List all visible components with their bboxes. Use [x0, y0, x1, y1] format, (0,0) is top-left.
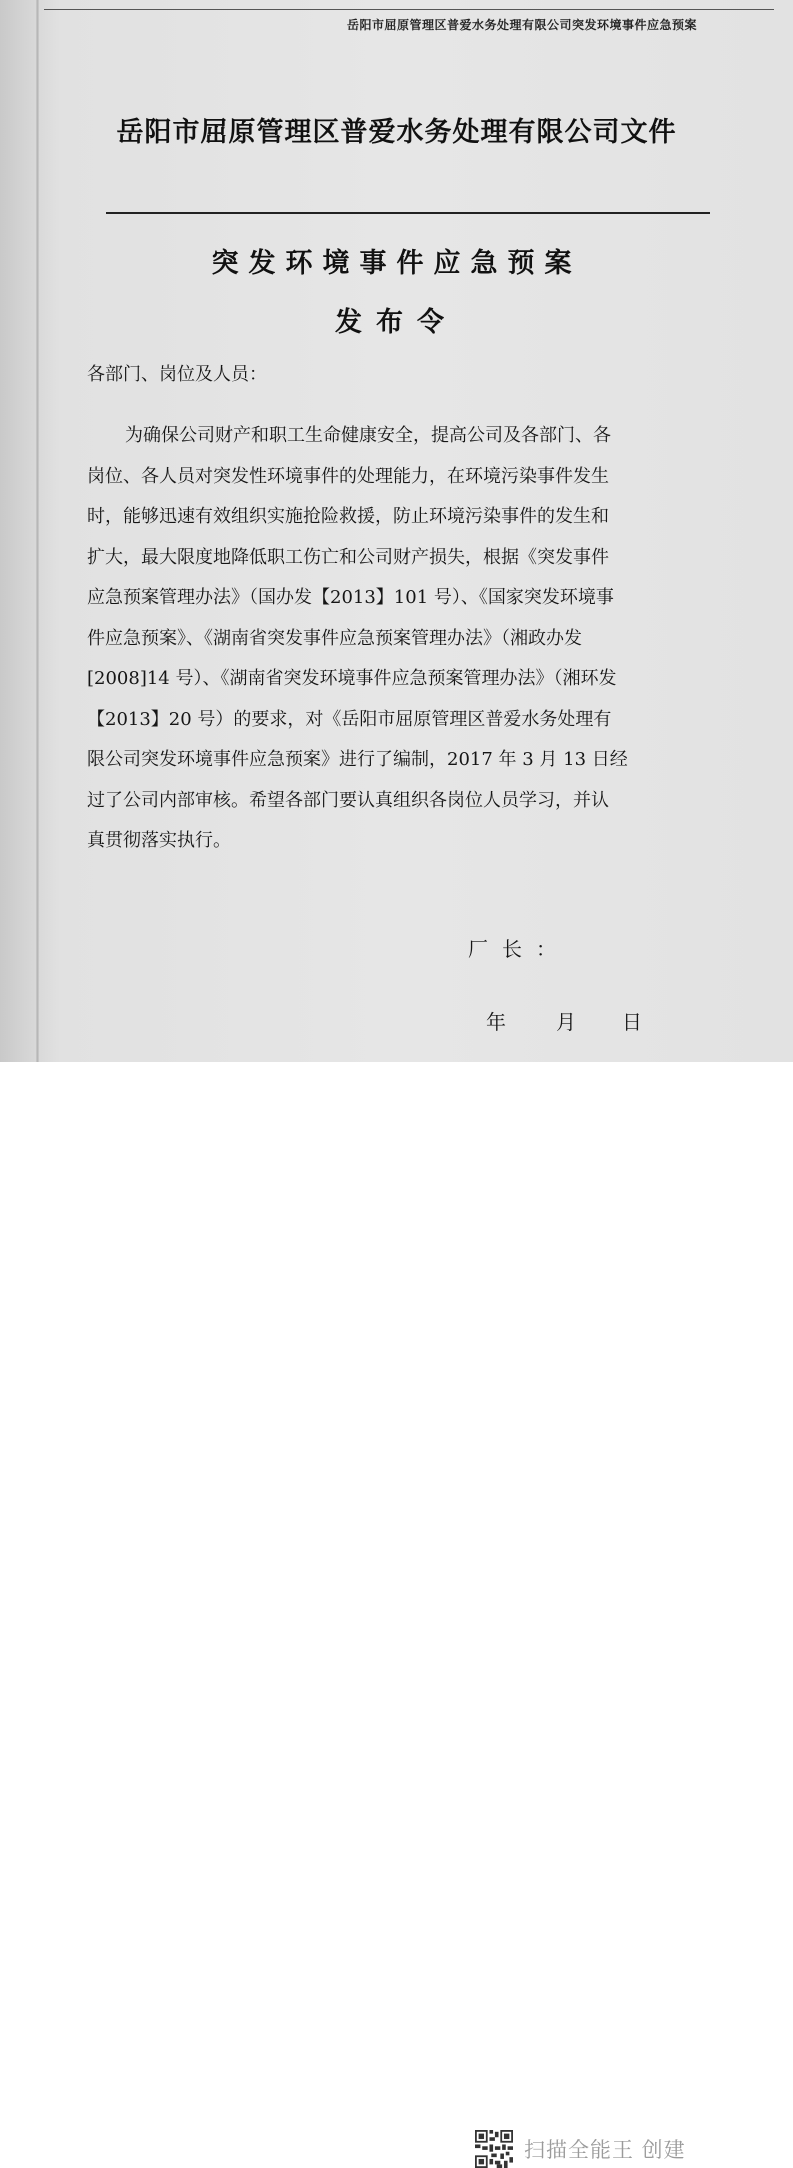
running-header: 岳阳市屈原管理区普爱水务处理有限公司突发环境事件应急预案: [346, 18, 697, 32]
body-line: 件应急预案》、《湖南省突发事件应急预案管理办法》（湘政办发: [87, 627, 582, 649]
signature-label: 厂长：: [468, 937, 570, 961]
body-line: 扩大，最大限度地降低职工伤亡和公司财产损失，根据《突发事件: [87, 546, 609, 568]
salutation: 各部门、岗位及人员：: [87, 364, 267, 385]
body-line: 应急预案管理办法》（国办发【2013】101 号）、《国家突发环境事: [87, 587, 614, 608]
body-line: 限公司突发环境事件应急预案》进行了编制，2017 年 3 月 13 日经: [87, 749, 628, 770]
header-rule: [106, 212, 710, 214]
date-year: 年: [486, 1010, 506, 1034]
body-line: 为确保公司财产和职工生命健康安全，提高公司及各部门、各: [125, 425, 611, 446]
body-line: 过了公司内部审核。希望各部门要认真组织各岗位人员学习，并认: [87, 789, 609, 811]
document-header: 岳阳市屈原管理区普爱水务处理有限公司文件: [116, 117, 677, 148]
document-title: 突发环境事件应急预案: [211, 248, 582, 279]
body-text: [87, 416, 707, 862]
date-day: 日: [622, 1010, 642, 1034]
qr-code-icon: [475, 2130, 513, 2168]
page-fold-shadow: [36, 0, 39, 1062]
body-line: 时，能够迅速有效组织实施抢险救援，防止环境污染事件的发生和: [87, 506, 609, 527]
scanner-watermark-text: 扫描全能王 创建: [524, 2138, 686, 2162]
body-line: 【2013】20 号）的要求，对《岳阳市屈原管理区普爱水务处理有: [87, 708, 612, 730]
scanner-footer: [0, 1062, 793, 2162]
body-line: 岗位、各人员对突发性环境事件的处理能力，在环境污染事件发生: [87, 465, 609, 487]
date-month: 月: [556, 1010, 576, 1034]
scanned-page: [0, 0, 793, 1062]
top-rule: [44, 9, 774, 10]
date-line: [486, 1006, 642, 1035]
body-line: 真贯彻落实执行。: [87, 830, 231, 851]
document-subtitle: 发布令: [335, 307, 458, 338]
body-line: [2008]14 号）、《湖南省突发环境事件应急预案管理办法》（湘环发: [87, 668, 617, 689]
